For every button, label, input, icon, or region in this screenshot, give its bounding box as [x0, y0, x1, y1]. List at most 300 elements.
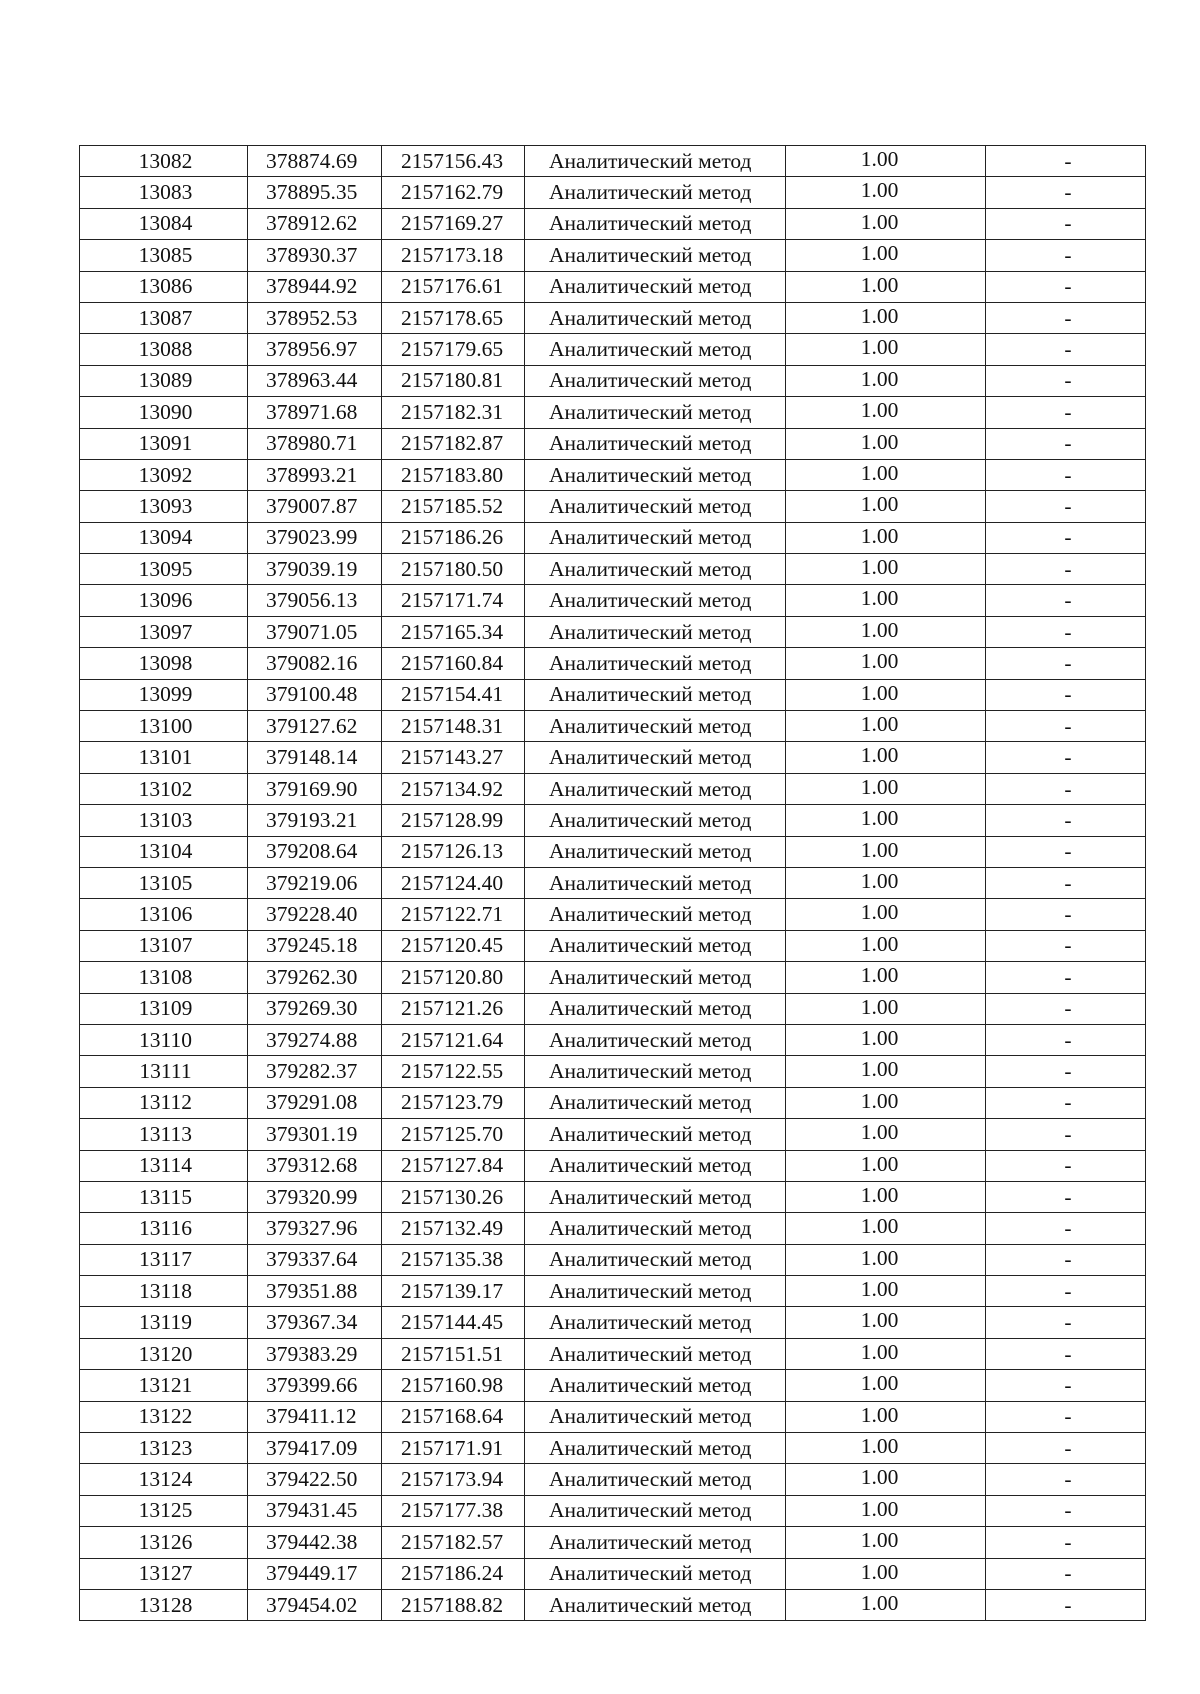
y-coordinate-cell: 2157151.51 [382, 1338, 525, 1369]
description-cell: - [986, 1558, 1146, 1589]
y-coordinate-cell: 2157123.79 [382, 1087, 525, 1118]
point-number-cell: 13087 [80, 302, 248, 333]
x-coordinate-cell: 379411.12 [248, 1401, 382, 1432]
method-cell: Аналитический метод [525, 585, 786, 616]
y-coordinate-cell: 2157128.99 [382, 805, 525, 836]
table-row [80, 459, 1146, 490]
y-coordinate-cell: 2157124.40 [382, 867, 525, 898]
table-row [80, 146, 1146, 177]
description-cell: - [986, 805, 1146, 836]
x-coordinate-cell: 379417.09 [248, 1433, 382, 1464]
description-cell: - [986, 742, 1146, 773]
description-cell: - [986, 1150, 1146, 1181]
point-number-cell: 13105 [80, 867, 248, 898]
accuracy-cell: 1.00 [786, 1119, 986, 1150]
point-number-cell: 13094 [80, 522, 248, 553]
y-coordinate-cell: 2157186.26 [382, 522, 525, 553]
accuracy-cell: 1.00 [786, 397, 986, 428]
point-number-cell: 13125 [80, 1495, 248, 1526]
accuracy-cell: 1.00 [786, 428, 986, 459]
description-cell: - [986, 1087, 1146, 1118]
method-cell: Аналитический метод [525, 1307, 786, 1338]
x-coordinate-cell: 379208.64 [248, 836, 382, 867]
accuracy-cell: 1.00 [786, 302, 986, 333]
point-number-cell: 13098 [80, 648, 248, 679]
point-number-cell: 13107 [80, 930, 248, 961]
x-coordinate-cell: 379193.21 [248, 805, 382, 836]
method-cell: Аналитический метод [525, 867, 786, 898]
method-cell: Аналитический метод [525, 1464, 786, 1495]
description-cell: - [986, 962, 1146, 993]
method-cell: Аналитический метод [525, 1401, 786, 1432]
accuracy-cell: 1.00 [786, 805, 986, 836]
point-number-cell: 13121 [80, 1370, 248, 1401]
method-cell: Аналитический метод [525, 1433, 786, 1464]
accuracy-cell: 1.00 [786, 1558, 986, 1589]
table-row [80, 1181, 1146, 1212]
table-row [80, 208, 1146, 239]
accuracy-cell: 1.00 [786, 240, 986, 271]
accuracy-cell: 1.00 [786, 836, 986, 867]
x-coordinate-cell: 379442.38 [248, 1527, 382, 1558]
coordinates-table-body [80, 146, 1146, 1621]
method-cell: Аналитический метод [525, 146, 786, 177]
y-coordinate-cell: 2157160.98 [382, 1370, 525, 1401]
x-coordinate-cell: 379219.06 [248, 867, 382, 898]
method-cell: Аналитический метод [525, 962, 786, 993]
method-cell: Аналитический метод [525, 1181, 786, 1212]
y-coordinate-cell: 2157173.18 [382, 240, 525, 271]
accuracy-cell: 1.00 [786, 1589, 986, 1620]
method-cell: Аналитический метод [525, 459, 786, 490]
accuracy-cell: 1.00 [786, 1056, 986, 1087]
table-row [80, 899, 1146, 930]
point-number-cell: 13113 [80, 1119, 248, 1150]
method-cell: Аналитический метод [525, 1056, 786, 1087]
accuracy-cell: 1.00 [786, 271, 986, 302]
point-number-cell: 13084 [80, 208, 248, 239]
y-coordinate-cell: 2157125.70 [382, 1119, 525, 1150]
method-cell: Аналитический метод [525, 836, 786, 867]
y-coordinate-cell: 2157127.84 [382, 1150, 525, 1181]
table-row [80, 1370, 1146, 1401]
table-row [80, 585, 1146, 616]
x-coordinate-cell: 379320.99 [248, 1181, 382, 1212]
table-row [80, 867, 1146, 898]
point-number-cell: 13124 [80, 1464, 248, 1495]
accuracy-cell: 1.00 [786, 146, 986, 177]
description-cell: - [986, 365, 1146, 396]
x-coordinate-cell: 379039.19 [248, 554, 382, 585]
description-cell: - [986, 240, 1146, 271]
y-coordinate-cell: 2157121.64 [382, 1024, 525, 1055]
table-row [80, 1024, 1146, 1055]
accuracy-cell: 1.00 [786, 867, 986, 898]
method-cell: Аналитический метод [525, 1589, 786, 1620]
y-coordinate-cell: 2157188.82 [382, 1589, 525, 1620]
description-cell: - [986, 930, 1146, 961]
x-coordinate-cell: 378874.69 [248, 146, 382, 177]
table-row [80, 1276, 1146, 1307]
accuracy-cell: 1.00 [786, 993, 986, 1024]
x-coordinate-cell: 379148.14 [248, 742, 382, 773]
description-cell: - [986, 836, 1146, 867]
x-coordinate-cell: 379312.68 [248, 1150, 382, 1181]
y-coordinate-cell: 2157176.61 [382, 271, 525, 302]
table-row [80, 679, 1146, 710]
table-row [80, 240, 1146, 271]
table-row [80, 271, 1146, 302]
accuracy-cell: 1.00 [786, 711, 986, 742]
description-cell: - [986, 491, 1146, 522]
table-row [80, 522, 1146, 553]
y-coordinate-cell: 2157182.87 [382, 428, 525, 459]
method-cell: Аналитический метод [525, 1276, 786, 1307]
method-cell: Аналитический метод [525, 930, 786, 961]
accuracy-cell: 1.00 [786, 648, 986, 679]
y-coordinate-cell: 2157135.38 [382, 1244, 525, 1275]
description-cell: - [986, 616, 1146, 647]
table-row [80, 302, 1146, 333]
accuracy-cell: 1.00 [786, 1244, 986, 1275]
y-coordinate-cell: 2157134.92 [382, 773, 525, 804]
table-row [80, 1464, 1146, 1495]
point-number-cell: 13101 [80, 742, 248, 773]
x-coordinate-cell: 379071.05 [248, 616, 382, 647]
x-coordinate-cell: 379127.62 [248, 711, 382, 742]
description-cell: - [986, 679, 1146, 710]
table-row [80, 993, 1146, 1024]
accuracy-cell: 1.00 [786, 1181, 986, 1212]
method-cell: Аналитический метод [525, 1527, 786, 1558]
point-number-cell: 13106 [80, 899, 248, 930]
accuracy-cell: 1.00 [786, 616, 986, 647]
method-cell: Аналитический метод [525, 711, 786, 742]
point-number-cell: 13111 [80, 1056, 248, 1087]
description-cell: - [986, 1276, 1146, 1307]
method-cell: Аналитический метод [525, 177, 786, 208]
table-row [80, 836, 1146, 867]
description-cell: - [986, 1464, 1146, 1495]
point-number-cell: 13093 [80, 491, 248, 522]
y-coordinate-cell: 2157182.31 [382, 397, 525, 428]
method-cell: Аналитический метод [525, 491, 786, 522]
y-coordinate-cell: 2157120.45 [382, 930, 525, 961]
x-coordinate-cell: 379274.88 [248, 1024, 382, 1055]
table-row [80, 648, 1146, 679]
x-coordinate-cell: 379082.16 [248, 648, 382, 679]
description-cell: - [986, 397, 1146, 428]
point-number-cell: 13095 [80, 554, 248, 585]
accuracy-cell: 1.00 [786, 208, 986, 239]
point-number-cell: 13108 [80, 962, 248, 993]
table-row [80, 491, 1146, 522]
point-number-cell: 13086 [80, 271, 248, 302]
y-coordinate-cell: 2157182.57 [382, 1527, 525, 1558]
y-coordinate-cell: 2157179.65 [382, 334, 525, 365]
table-row [80, 1527, 1146, 1558]
y-coordinate-cell: 2157168.64 [382, 1401, 525, 1432]
method-cell: Аналитический метод [525, 648, 786, 679]
description-cell: - [986, 1495, 1146, 1526]
description-cell: - [986, 1589, 1146, 1620]
y-coordinate-cell: 2157132.49 [382, 1213, 525, 1244]
table-row [80, 1495, 1146, 1526]
accuracy-cell: 1.00 [786, 1150, 986, 1181]
x-coordinate-cell: 379351.88 [248, 1276, 382, 1307]
description-cell: - [986, 1338, 1146, 1369]
x-coordinate-cell: 379056.13 [248, 585, 382, 616]
x-coordinate-cell: 378944.92 [248, 271, 382, 302]
point-number-cell: 13115 [80, 1181, 248, 1212]
table-row [80, 616, 1146, 647]
accuracy-cell: 1.00 [786, 1370, 986, 1401]
accuracy-cell: 1.00 [786, 1401, 986, 1432]
method-cell: Аналитический метод [525, 773, 786, 804]
method-cell: Аналитический метод [525, 334, 786, 365]
accuracy-cell: 1.00 [786, 554, 986, 585]
x-coordinate-cell: 379100.48 [248, 679, 382, 710]
description-cell: - [986, 177, 1146, 208]
y-coordinate-cell: 2157122.71 [382, 899, 525, 930]
point-number-cell: 13123 [80, 1433, 248, 1464]
description-cell: - [986, 867, 1146, 898]
y-coordinate-cell: 2157126.13 [382, 836, 525, 867]
y-coordinate-cell: 2157143.27 [382, 742, 525, 773]
table-row [80, 428, 1146, 459]
method-cell: Аналитический метод [525, 365, 786, 396]
accuracy-cell: 1.00 [786, 679, 986, 710]
accuracy-cell: 1.00 [786, 459, 986, 490]
y-coordinate-cell: 2157180.81 [382, 365, 525, 396]
y-coordinate-cell: 2157180.50 [382, 554, 525, 585]
method-cell: Аналитический метод [525, 208, 786, 239]
point-number-cell: 13092 [80, 459, 248, 490]
description-cell: - [986, 208, 1146, 239]
x-coordinate-cell: 379454.02 [248, 1589, 382, 1620]
y-coordinate-cell: 2157173.94 [382, 1464, 525, 1495]
x-coordinate-cell: 379228.40 [248, 899, 382, 930]
y-coordinate-cell: 2157169.27 [382, 208, 525, 239]
method-cell: Аналитический метод [525, 1150, 786, 1181]
point-number-cell: 13104 [80, 836, 248, 867]
point-number-cell: 13119 [80, 1307, 248, 1338]
method-cell: Аналитический метод [525, 302, 786, 333]
x-coordinate-cell: 378971.68 [248, 397, 382, 428]
accuracy-cell: 1.00 [786, 1307, 986, 1338]
description-cell: - [986, 993, 1146, 1024]
accuracy-cell: 1.00 [786, 1276, 986, 1307]
point-number-cell: 13088 [80, 334, 248, 365]
table-row [80, 1150, 1146, 1181]
x-coordinate-cell: 379291.08 [248, 1087, 382, 1118]
x-coordinate-cell: 379431.45 [248, 1495, 382, 1526]
accuracy-cell: 1.00 [786, 1495, 986, 1526]
y-coordinate-cell: 2157121.26 [382, 993, 525, 1024]
method-cell: Аналитический метод [525, 899, 786, 930]
description-cell: - [986, 459, 1146, 490]
description-cell: - [986, 334, 1146, 365]
method-cell: Аналитический метод [525, 1495, 786, 1526]
point-number-cell: 13090 [80, 397, 248, 428]
x-coordinate-cell: 378895.35 [248, 177, 382, 208]
point-number-cell: 13127 [80, 1558, 248, 1589]
table-row [80, 1338, 1146, 1369]
method-cell: Аналитический метод [525, 240, 786, 271]
y-coordinate-cell: 2157165.34 [382, 616, 525, 647]
x-coordinate-cell: 378930.37 [248, 240, 382, 271]
y-coordinate-cell: 2157171.74 [382, 585, 525, 616]
point-number-cell: 13097 [80, 616, 248, 647]
accuracy-cell: 1.00 [786, 930, 986, 961]
accuracy-cell: 1.00 [786, 334, 986, 365]
method-cell: Аналитический метод [525, 1244, 786, 1275]
accuracy-cell: 1.00 [786, 773, 986, 804]
method-cell: Аналитический метод [525, 554, 786, 585]
table-row [80, 1056, 1146, 1087]
accuracy-cell: 1.00 [786, 177, 986, 208]
x-coordinate-cell: 378980.71 [248, 428, 382, 459]
x-coordinate-cell: 379399.66 [248, 1370, 382, 1401]
description-cell: - [986, 302, 1146, 333]
table-row [80, 742, 1146, 773]
coordinates-table [79, 145, 1146, 1621]
x-coordinate-cell: 378956.97 [248, 334, 382, 365]
point-number-cell: 13110 [80, 1024, 248, 1055]
x-coordinate-cell: 379282.37 [248, 1056, 382, 1087]
method-cell: Аналитический метод [525, 1558, 786, 1589]
table-row [80, 962, 1146, 993]
description-cell: - [986, 1370, 1146, 1401]
accuracy-cell: 1.00 [786, 1527, 986, 1558]
point-number-cell: 13082 [80, 146, 248, 177]
description-cell: - [986, 1307, 1146, 1338]
method-cell: Аналитический метод [525, 1024, 786, 1055]
table-row [80, 1401, 1146, 1432]
accuracy-cell: 1.00 [786, 365, 986, 396]
table-row [80, 1213, 1146, 1244]
point-number-cell: 13112 [80, 1087, 248, 1118]
method-cell: Аналитический метод [525, 271, 786, 302]
description-cell: - [986, 1024, 1146, 1055]
description-cell: - [986, 1433, 1146, 1464]
point-number-cell: 13091 [80, 428, 248, 459]
x-coordinate-cell: 379422.50 [248, 1464, 382, 1495]
x-coordinate-cell: 378952.53 [248, 302, 382, 333]
description-cell: - [986, 554, 1146, 585]
method-cell: Аналитический метод [525, 1338, 786, 1369]
accuracy-cell: 1.00 [786, 491, 986, 522]
y-coordinate-cell: 2157186.24 [382, 1558, 525, 1589]
x-coordinate-cell: 379367.34 [248, 1307, 382, 1338]
description-cell: - [986, 1181, 1146, 1212]
description-cell: - [986, 899, 1146, 930]
y-coordinate-cell: 2157185.52 [382, 491, 525, 522]
description-cell: - [986, 585, 1146, 616]
description-cell: - [986, 1244, 1146, 1275]
method-cell: Аналитический метод [525, 616, 786, 647]
point-number-cell: 13099 [80, 679, 248, 710]
description-cell: - [986, 648, 1146, 679]
accuracy-cell: 1.00 [786, 522, 986, 553]
method-cell: Аналитический метод [525, 397, 786, 428]
y-coordinate-cell: 2157178.65 [382, 302, 525, 333]
table-row [80, 554, 1146, 585]
y-coordinate-cell: 2157156.43 [382, 146, 525, 177]
x-coordinate-cell: 378912.62 [248, 208, 382, 239]
description-cell: - [986, 1119, 1146, 1150]
point-number-cell: 13120 [80, 1338, 248, 1369]
method-cell: Аналитический метод [525, 993, 786, 1024]
y-coordinate-cell: 2157120.80 [382, 962, 525, 993]
method-cell: Аналитический метод [525, 805, 786, 836]
table-row [80, 1244, 1146, 1275]
point-number-cell: 13096 [80, 585, 248, 616]
method-cell: Аналитический метод [525, 1213, 786, 1244]
point-number-cell: 13116 [80, 1213, 248, 1244]
x-coordinate-cell: 379262.30 [248, 962, 382, 993]
point-number-cell: 13117 [80, 1244, 248, 1275]
table-row [80, 773, 1146, 804]
method-cell: Аналитический метод [525, 522, 786, 553]
description-cell: - [986, 773, 1146, 804]
table-row [80, 1589, 1146, 1620]
y-coordinate-cell: 2157171.91 [382, 1433, 525, 1464]
description-cell: - [986, 146, 1146, 177]
point-number-cell: 13085 [80, 240, 248, 271]
point-number-cell: 13103 [80, 805, 248, 836]
description-cell: - [986, 1527, 1146, 1558]
table-row [80, 1087, 1146, 1118]
y-coordinate-cell: 2157177.38 [382, 1495, 525, 1526]
x-coordinate-cell: 378993.21 [248, 459, 382, 490]
table-row [80, 805, 1146, 836]
y-coordinate-cell: 2157148.31 [382, 711, 525, 742]
y-coordinate-cell: 2157144.45 [382, 1307, 525, 1338]
table-row [80, 1433, 1146, 1464]
point-number-cell: 13102 [80, 773, 248, 804]
x-coordinate-cell: 379023.99 [248, 522, 382, 553]
accuracy-cell: 1.00 [786, 1213, 986, 1244]
x-coordinate-cell: 379245.18 [248, 930, 382, 961]
y-coordinate-cell: 2157122.55 [382, 1056, 525, 1087]
point-number-cell: 13089 [80, 365, 248, 396]
method-cell: Аналитический метод [525, 1119, 786, 1150]
point-number-cell: 13114 [80, 1150, 248, 1181]
method-cell: Аналитический метод [525, 679, 786, 710]
accuracy-cell: 1.00 [786, 585, 986, 616]
x-coordinate-cell: 379383.29 [248, 1338, 382, 1369]
y-coordinate-cell: 2157139.17 [382, 1276, 525, 1307]
table-row [80, 1119, 1146, 1150]
accuracy-cell: 1.00 [786, 1433, 986, 1464]
accuracy-cell: 1.00 [786, 742, 986, 773]
x-coordinate-cell: 379301.19 [248, 1119, 382, 1150]
description-cell: - [986, 522, 1146, 553]
table-row [80, 334, 1146, 365]
y-coordinate-cell: 2157162.79 [382, 177, 525, 208]
accuracy-cell: 1.00 [786, 962, 986, 993]
accuracy-cell: 1.00 [786, 1024, 986, 1055]
table-row [80, 711, 1146, 742]
description-cell: - [986, 1401, 1146, 1432]
y-coordinate-cell: 2157183.80 [382, 459, 525, 490]
x-coordinate-cell: 379007.87 [248, 491, 382, 522]
description-cell: - [986, 1213, 1146, 1244]
method-cell: Аналитический метод [525, 742, 786, 773]
description-cell: - [986, 711, 1146, 742]
accuracy-cell: 1.00 [786, 899, 986, 930]
